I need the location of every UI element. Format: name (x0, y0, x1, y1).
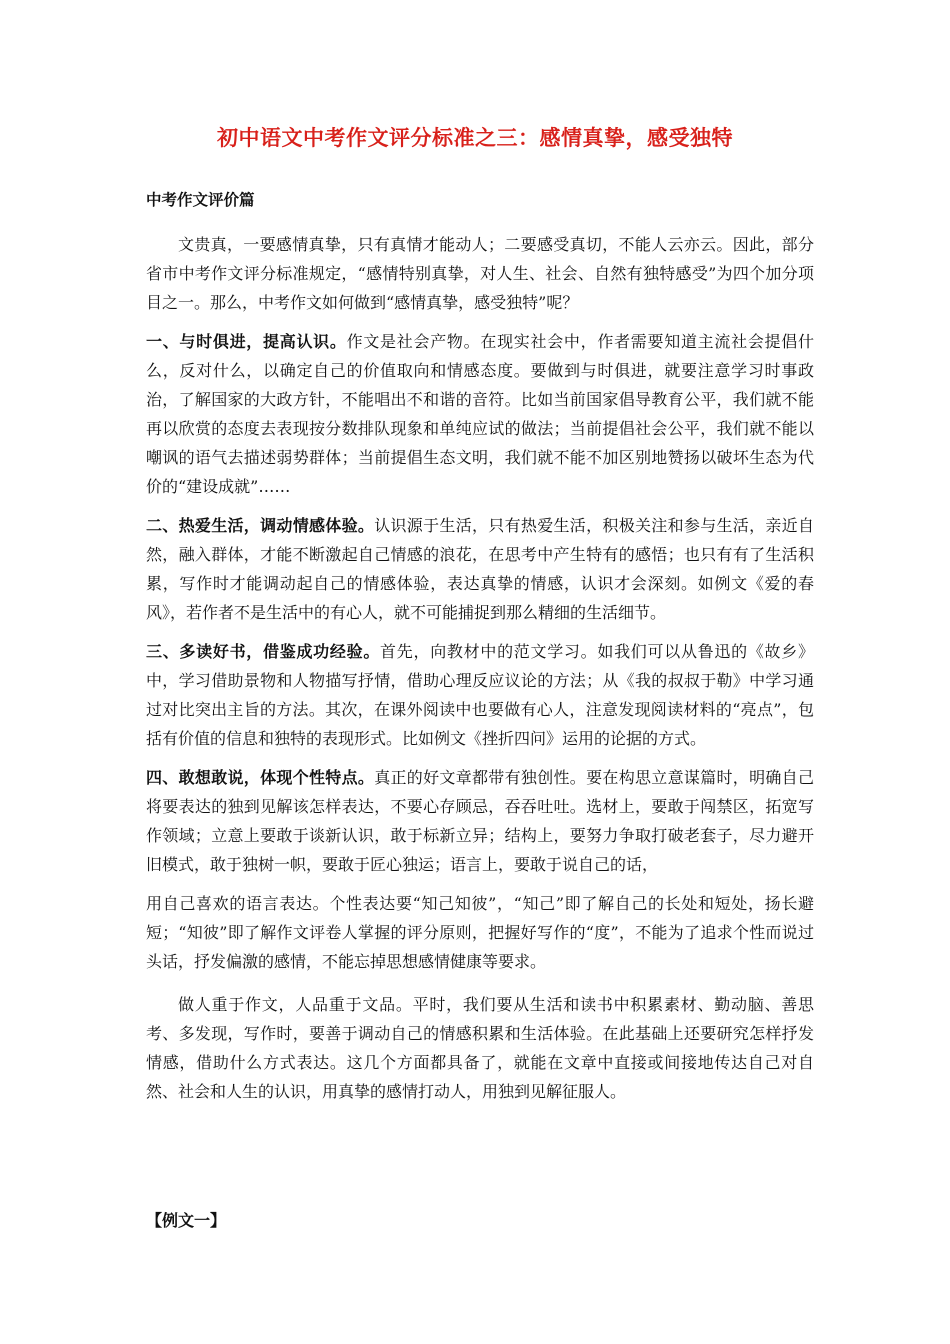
point-paragraph-1 (146, 327, 814, 501)
section-heading: 中考作文评价篇 (146, 190, 255, 209)
document-title: 初中语文中考作文评分标准之三：感情真挚，感受独特 (217, 125, 733, 150)
paragraph-text: 首先，向教材中的范文学习。如我们可以从鲁迅的《故乡》中，学习借助景物和人物描写抒情，借助心理反应议论的方法；从《我的叔叔于勒》中学习通过对比突出主旨的方法。其次，在课外阅读中也要做有心人，注意发现阅读材料的“亮点”，包括有价值的信息和独特的表现形式。比如例文《挫折四问》运用的论据的方式。 (146, 642, 814, 748)
point-paragraph-2 (146, 511, 814, 627)
paragraph-text: 真正的好文章都带有独创性。要在构思立意谋篇时，明确自己将要表达的独到见解该怎样表达，不要心存顾忌，吞吞吐吐。选材上，要敢于闯禁区，拓宽写作领域；立意上要敢于谈新认识，敢于标新立异；结构上，要努力争取打破老套子，尽力避开旧模式，敢于独树一帜，要敢于匠心独运；语言上，要敢于说自己的话， (146, 768, 814, 874)
paragraph-text: 用自己喜欢的语言表达。个性表达要“知己知彼”，“知己”即了解自己的长处和短处，扬长避短；“知彼”即了解作文评卷人掌握的评分原则，把握好写作的“度”，不能为了追求个性而说过头话，抒发偏激的感情，不能忘掉思想感情健康等要求。 (146, 894, 814, 971)
point-lead: 三、多读好书，借鉴成功经验。 (146, 642, 381, 661)
paragraph-text: 作文是社会产物。在现实社会中，作者需要知道主流社会提倡什么，反对什么，以确定自己的价值取向和情感态度。要做到与时俱进，就要注意学习时事政治，了解国家的大政方针，不能唱出不和谐的音符。比如当前国家倡导教育公平，我们就不能再以欣赏的态度去表现按分数排队现象和单纯应试的做法；当前提倡社会公平，我们就不能以嘲讽的语气去描述弱势群体；当前提倡生态文明，我们就不能不加区别地赞扬以破坏生态为代价的“建设成就”…… (146, 332, 814, 496)
paragraph-text: 做人重于作文，人品重于文品。平时，我们要从生活和读书中积累素材、勤动脑、善思考、多发现，写作时，要善于调动自己的情感积累和生活体验。在此基础上还要研究怎样抒发情感，借助什么方式表达。这几个方面都具备了，就能在文章中直接或间接地传达自己对自然、社会和人生的认识，用真挚的感情打动人，用独到见解征服人。 (146, 995, 814, 1101)
example-label: 【例文一】 (146, 1211, 227, 1230)
paragraph-text: 认识源于生活，只有热爱生活，积极关注和参与生活，亲近自然，融入群体，才能不断激起自己情感的浪花，在思考中产生特有的感悟；也只有有了生活积累，写作时才能调动起自己的情感体验，表达真挚的情感，认识才会深刻。如例文《爱的春风》，若作者不是生活中的有心人，就不可能捕捉到那么精细的生活细节。 (146, 516, 814, 622)
document-body (146, 230, 814, 1116)
conclusion-paragraph (146, 990, 814, 1106)
continuation-paragraph (146, 889, 814, 976)
paragraph-text: 文贵真，一要感情真挚，只有真情才能动人；二要感受真切，不能人云亦云。因此，部分省市中考作文评分标准规定，“感情特别真挚，对人生、社会、自然有独特感受”为四个加分项目之一。那么，中考作文如何做到“感情真挚，感受独特”呢？ (146, 235, 814, 312)
point-lead: 四、敢想敢说，体现个性特点。 (146, 768, 375, 787)
point-paragraph-4 (146, 763, 814, 879)
point-lead: 二、热爱生活，调动情感体验。 (146, 516, 375, 535)
point-paragraph-3 (146, 637, 814, 753)
point-lead: 一、与时俱进，提高认识。 (146, 332, 347, 351)
intro-paragraph (146, 230, 814, 317)
